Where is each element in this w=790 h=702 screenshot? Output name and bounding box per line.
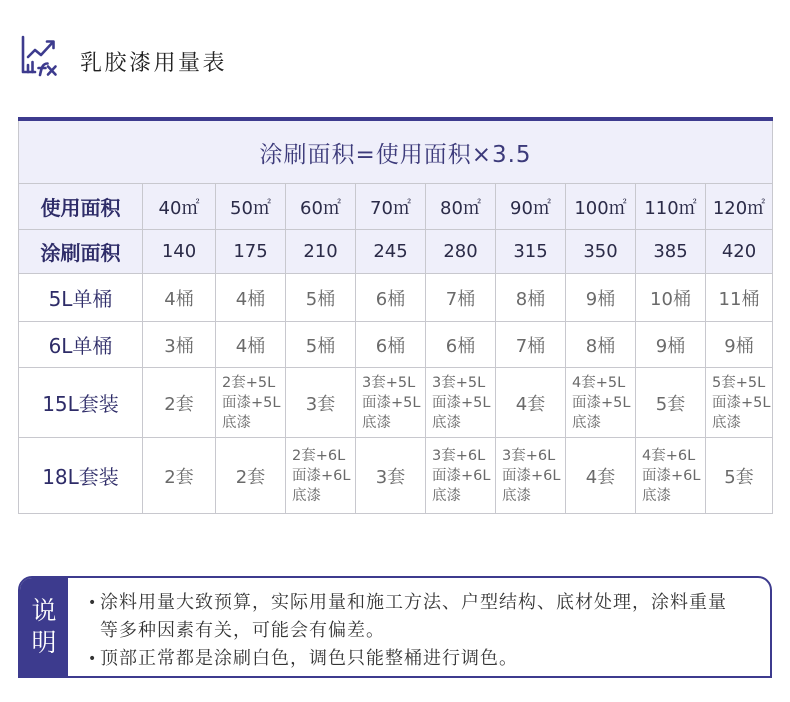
table-cell: 3套 bbox=[356, 438, 426, 514]
cell-line: 2套+6L bbox=[292, 447, 346, 464]
table-cell: 210 bbox=[286, 230, 356, 274]
cell-line: 底漆 bbox=[502, 487, 531, 504]
table-cell: 9桶 bbox=[566, 274, 636, 322]
row-label: 涂刷面积 bbox=[19, 230, 143, 274]
table-cell: 10桶 bbox=[636, 274, 706, 322]
cell-line: 面漆+6L bbox=[432, 467, 491, 484]
table-cell bbox=[706, 368, 773, 438]
table-cell bbox=[636, 438, 706, 514]
table-cell: 175 bbox=[216, 230, 286, 274]
note-line: 顶部正常都是涂刷白色，调色只能整桶进行调色。 bbox=[100, 648, 518, 669]
table-cell: 2套 bbox=[143, 438, 216, 514]
note-label bbox=[20, 578, 68, 676]
table-cell: 40㎡ bbox=[143, 184, 216, 230]
table-cell: 100㎡ bbox=[566, 184, 636, 230]
table-cell: 9桶 bbox=[706, 322, 773, 368]
table-cell bbox=[566, 368, 636, 438]
table-cell: 11桶 bbox=[706, 274, 773, 322]
row-label: 5L单桶 bbox=[19, 274, 143, 322]
cell-line: 2套+5L bbox=[222, 374, 276, 391]
page-title: 乳胶漆用量表 bbox=[80, 51, 228, 76]
cell-line: 面漆+5L bbox=[572, 394, 631, 411]
cell-line: 3套+5L bbox=[432, 374, 486, 391]
table-row bbox=[19, 368, 773, 438]
note-lines bbox=[100, 645, 518, 673]
table-cell: 7桶 bbox=[496, 322, 566, 368]
cell-line: 底漆 bbox=[222, 414, 251, 431]
table-cell: 8桶 bbox=[566, 322, 636, 368]
note-lines bbox=[100, 589, 727, 645]
table-cell bbox=[496, 438, 566, 514]
note-label-text: 说明 bbox=[31, 596, 57, 657]
table-cell: 140 bbox=[143, 230, 216, 274]
note-line: 涂料用量大致预算，实际用量和施工方法、户型结构、底材处理，涂料重量 bbox=[100, 592, 727, 613]
row-label: 使用面积 bbox=[19, 184, 143, 230]
table-cell: 3桶 bbox=[143, 322, 216, 368]
cell-line: 面漆+6L bbox=[502, 467, 561, 484]
cell-line: 底漆 bbox=[362, 414, 391, 431]
table-row bbox=[19, 438, 773, 514]
table-cell: 110㎡ bbox=[636, 184, 706, 230]
table-cell: 5桶 bbox=[286, 322, 356, 368]
note-item bbox=[88, 589, 770, 645]
table-cell: 4桶 bbox=[216, 322, 286, 368]
table-cell: 120㎡ bbox=[706, 184, 773, 230]
table-cell bbox=[356, 368, 426, 438]
cell-line: 面漆+6L bbox=[292, 467, 351, 484]
table-cell: 245 bbox=[356, 230, 426, 274]
note-box bbox=[18, 576, 772, 678]
table-cell: 4桶 bbox=[143, 274, 216, 322]
row-label: 18L套装 bbox=[19, 438, 143, 514]
cell-line: 面漆+5L bbox=[222, 394, 281, 411]
cell-line: 4套+6L bbox=[642, 447, 696, 464]
paint-usage-table bbox=[18, 117, 773, 514]
cell-line: 面漆+5L bbox=[432, 394, 491, 411]
note-item bbox=[88, 645, 770, 673]
table-cell: 385 bbox=[636, 230, 706, 274]
note-list bbox=[68, 578, 770, 676]
table-cell: 6桶 bbox=[356, 322, 426, 368]
table-cell: 2套 bbox=[143, 368, 216, 438]
table-cell bbox=[426, 438, 496, 514]
table-cell: 50㎡ bbox=[216, 184, 286, 230]
table-cell: 2套 bbox=[216, 438, 286, 514]
cell-line: 底漆 bbox=[432, 414, 461, 431]
formula-header: 涂刷面积=使用面积×3.5 bbox=[19, 119, 773, 184]
table-row bbox=[19, 274, 773, 322]
formula-row bbox=[19, 119, 773, 184]
table-body bbox=[19, 184, 773, 514]
table-cell: 90㎡ bbox=[496, 184, 566, 230]
table-cell: 5桶 bbox=[286, 274, 356, 322]
table-cell bbox=[286, 438, 356, 514]
table-cell: 9桶 bbox=[636, 322, 706, 368]
table-cell: 4桶 bbox=[216, 274, 286, 322]
cell-line: 3套+6L bbox=[432, 447, 486, 464]
table-cell: 3套 bbox=[286, 368, 356, 438]
table-cell: 60㎡ bbox=[286, 184, 356, 230]
row-label: 6L单桶 bbox=[19, 322, 143, 368]
cell-line: 底漆 bbox=[572, 414, 601, 431]
table-cell: 8桶 bbox=[496, 274, 566, 322]
table-cell: 70㎡ bbox=[356, 184, 426, 230]
table-cell bbox=[426, 368, 496, 438]
cell-line: 3套+5L bbox=[362, 374, 416, 391]
chart-fx-icon bbox=[18, 33, 62, 77]
table-cell: 5套 bbox=[636, 368, 706, 438]
table-cell: 4套 bbox=[496, 368, 566, 438]
cell-line: 面漆+5L bbox=[362, 394, 421, 411]
cell-line: 3套+6L bbox=[502, 447, 556, 464]
cell-line: 底漆 bbox=[432, 487, 461, 504]
cell-line: 底漆 bbox=[642, 487, 671, 504]
table-cell: 5套 bbox=[706, 438, 773, 514]
table-cell: 6桶 bbox=[356, 274, 426, 322]
note-bullet: • bbox=[88, 651, 97, 667]
cell-line: 5套+5L bbox=[712, 374, 766, 391]
table-cell: 7桶 bbox=[426, 274, 496, 322]
table-cell: 80㎡ bbox=[426, 184, 496, 230]
table-row bbox=[19, 322, 773, 368]
cell-line: 面漆+5L bbox=[712, 394, 771, 411]
cell-line: 底漆 bbox=[712, 414, 741, 431]
cell-line: 4套+5L bbox=[572, 374, 626, 391]
row-label: 15L套装 bbox=[19, 368, 143, 438]
table-cell: 280 bbox=[426, 230, 496, 274]
cell-line: 面漆+6L bbox=[642, 467, 701, 484]
table-cell: 315 bbox=[496, 230, 566, 274]
table-cell bbox=[216, 368, 286, 438]
note-line: 等多种因素有关，可能会有偏差。 bbox=[100, 620, 385, 641]
table-cell: 4套 bbox=[566, 438, 636, 514]
cell-line: 底漆 bbox=[292, 487, 321, 504]
table-row bbox=[19, 184, 773, 230]
table-cell: 420 bbox=[706, 230, 773, 274]
note-bullet: • bbox=[88, 595, 97, 611]
table-cell: 6桶 bbox=[426, 322, 496, 368]
table-cell: 350 bbox=[566, 230, 636, 274]
table-row bbox=[19, 230, 773, 274]
